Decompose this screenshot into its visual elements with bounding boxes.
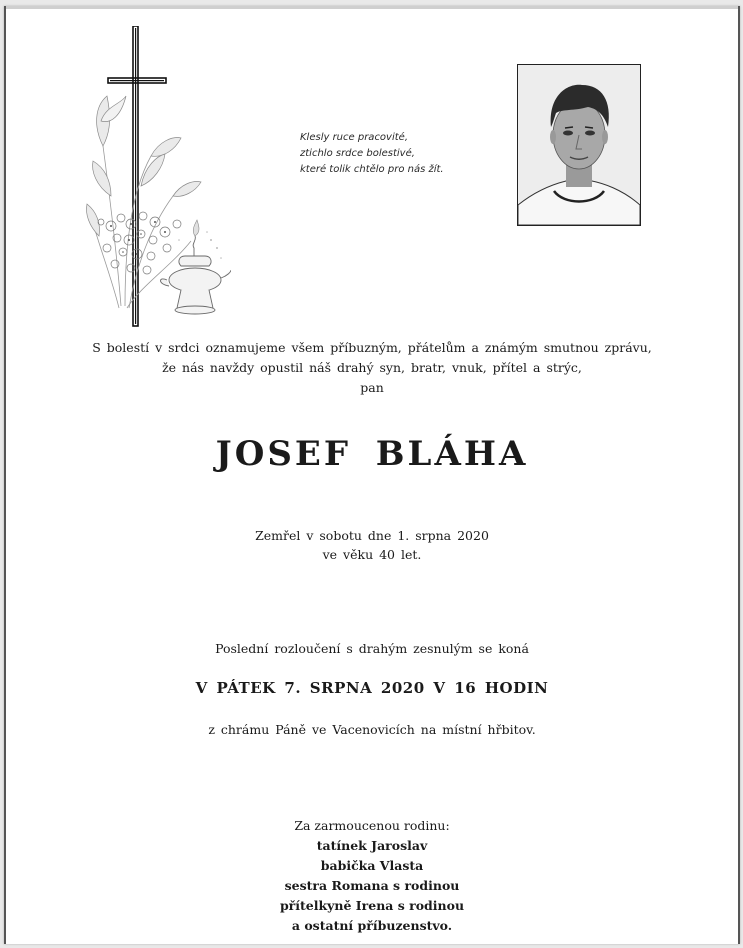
portrait-image — [518, 65, 640, 225]
mourner-item: přítelkyně Irena s rodinou — [279, 898, 465, 913]
obituary-sheet — [4, 6, 740, 944]
mourners-list — [6, 816, 738, 936]
deceased-name: JOSEF BLÁHA — [215, 434, 529, 474]
poem-line: které tolik chtělo pro nás žít. — [300, 164, 444, 175]
mourner-item: sestra Romana s rodinou — [284, 878, 460, 893]
poem-line: Klesly ruce pracovité, — [300, 132, 409, 143]
death-announcement — [6, 338, 738, 398]
poem-line: ztichlo srdce bolestivé, — [300, 148, 415, 159]
page-top-edge — [6, 6, 738, 9]
death-line: ve věku 40 let. — [322, 547, 422, 562]
announcement-line: S bolestí v srdci oznamujeme všem příbuzným, přátelům a známým smutnou zprávu, — [92, 340, 652, 355]
mourner-item: a ostatní příbuzenstvo. — [291, 918, 453, 933]
funeral-place: z chrámu Páně ve Vacenovicích na místní hřbitov. — [208, 722, 536, 737]
mourners-intro: Za zarmoucenou rodinu: — [294, 818, 450, 833]
cross-flowers-icon — [81, 26, 231, 331]
announcement-line: pan — [360, 380, 384, 395]
memorial-poem — [300, 130, 490, 178]
farewell-intro: Poslední rozloučení s drahým zesnulým se koná — [215, 641, 529, 656]
death-line: Zemřel v sobotu dne 1. srpna 2020 — [255, 528, 489, 543]
mourner-item: babička Vlasta — [320, 858, 424, 873]
death-details — [6, 526, 738, 564]
announcement-line: že nás navždy opustil náš drahý syn, bratr, vnuk, přítel a strýc, — [162, 360, 582, 375]
deceased-portrait-photo — [517, 64, 641, 226]
funeral-date: V PÁTEK 7. SRPNA 2020 V 16 HODIN — [195, 679, 549, 697]
mourner-item: tatínek Jaroslav — [316, 838, 428, 853]
